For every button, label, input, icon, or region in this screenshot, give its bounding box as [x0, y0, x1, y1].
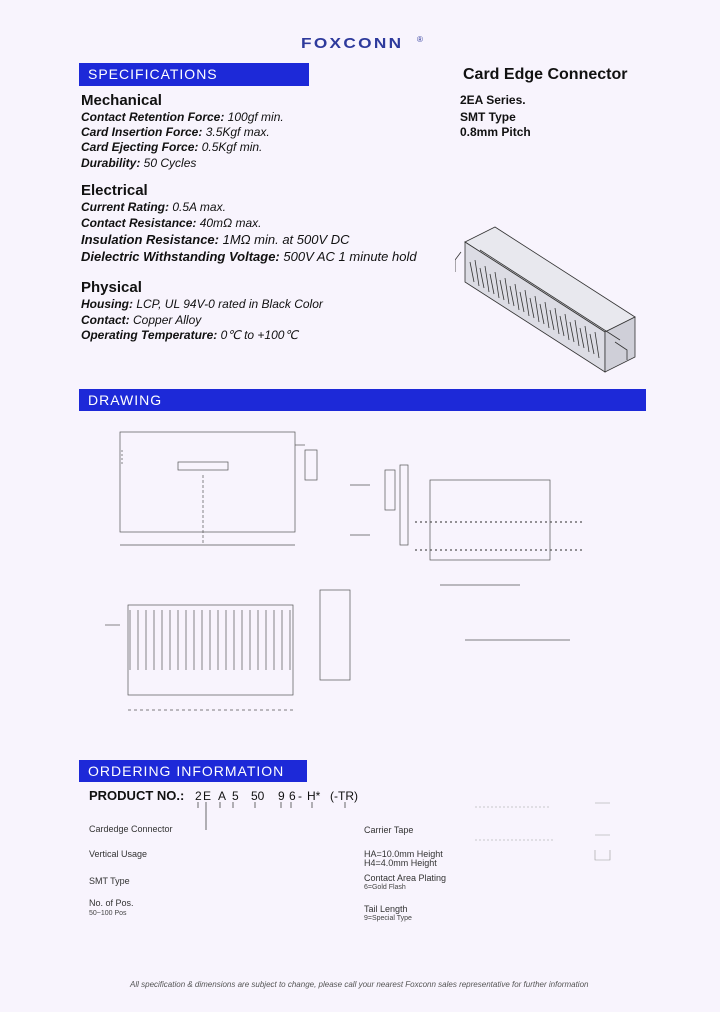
electrical-heading: Electrical	[81, 182, 148, 199]
ordering-label: Carrier Tape	[364, 825, 414, 835]
foxconn-logo: FOXCONN	[301, 35, 404, 52]
ordering-title: ORDERING INFORMATION	[88, 763, 285, 779]
ordering-label: SMT Type	[89, 876, 130, 886]
ordering-banner	[79, 760, 307, 782]
drawing-banner	[79, 389, 646, 411]
spec-line: Contact Retention Force: 100gf min.	[81, 110, 284, 124]
ordering-note: 9=Special Type	[364, 915, 412, 922]
physical-heading: Physical	[81, 279, 142, 296]
spec-line: Contact Resistance: 40mΩ max.	[81, 216, 262, 230]
drawing-title: DRAWING	[88, 392, 163, 408]
spec-line: Operating Temperature: 0℃ to +100℃	[81, 328, 298, 342]
spec-line: Current Rating: 0.5A max.	[81, 200, 226, 214]
code-part: 9	[278, 789, 285, 803]
ordering-label: HA=10.0mm Height	[364, 849, 443, 859]
ordering-label: Contact Area Plating	[364, 873, 447, 883]
spec-line: Card Ejecting Force: 0.5Kgf min.	[81, 140, 263, 154]
specifications-title: SPECIFICATIONS	[88, 66, 218, 82]
mechanical-heading: Mechanical	[81, 92, 162, 109]
spec-line: Housing: LCP, UL 94V-0 rated in Black Color	[81, 297, 323, 311]
code-part: E	[203, 789, 212, 803]
registered-mark: ®	[417, 35, 423, 44]
spec-line: Durability: 50 Cycles	[81, 156, 197, 170]
spec-line: Card Insertion Force: 3.5Kgf max.	[81, 125, 270, 139]
code-part: -	[298, 789, 302, 803]
ordering-note: 50~100 Pos	[89, 910, 127, 917]
ordering-label: No. of Pos.	[89, 898, 134, 908]
footer-note: All specification & dimensions are subject to change, please call your nearest Foxconn sales representative for further information	[130, 980, 589, 989]
spec-line: Contact: Copper Alloy	[81, 313, 202, 327]
code-part: 2	[195, 789, 202, 803]
ordering-note: 6=Gold Flash	[364, 884, 406, 891]
ordering-leaders	[190, 800, 370, 840]
code-part: 6	[289, 789, 296, 803]
ordering-label: H4=4.0mm Height	[364, 858, 437, 868]
code-part: (-TR)	[330, 789, 358, 803]
code-part: 5	[232, 789, 239, 803]
spec-line: Insulation Resistance: 1MΩ min. at 500V DC	[81, 232, 350, 247]
code-part: 50	[251, 789, 265, 803]
connector-illustration	[455, 222, 645, 382]
product-title: Card Edge Connector	[463, 66, 628, 83]
pitch-label: 0.8mm Pitch	[460, 125, 531, 139]
ordering-label: Vertical Usage	[89, 849, 148, 859]
ordering-label: Cardedge Connector	[89, 824, 173, 834]
series-label: 2EA Series.	[460, 93, 526, 107]
type-label: SMT Type	[460, 110, 516, 124]
spec-line: Dielectric Withstanding Voltage: 500V AC 1 minute hold	[81, 249, 417, 264]
carrier-tape-sketch	[470, 795, 630, 870]
specifications-banner	[79, 63, 309, 85]
technical-drawing	[100, 420, 650, 730]
banner-underline	[79, 84, 309, 86]
product-no-label: PRODUCT NO.:	[89, 788, 185, 803]
code-part: A	[218, 789, 227, 803]
ordering-label: Tail Length	[364, 904, 408, 914]
code-part: H*	[307, 789, 321, 803]
